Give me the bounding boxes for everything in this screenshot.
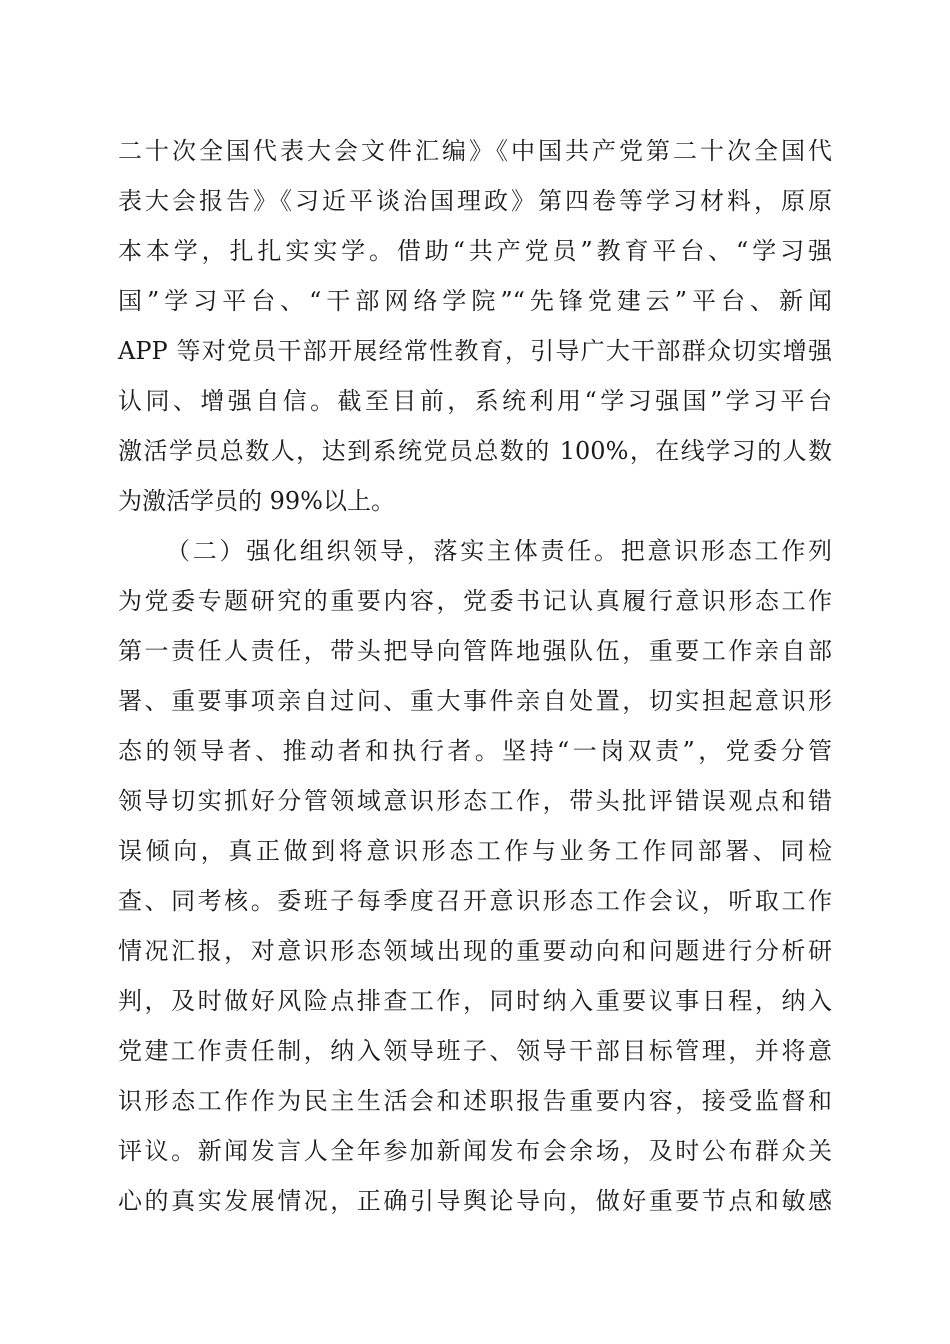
text-line: 认同、增强自信。截至目前，系统利用“学习强国”学习平台 — [118, 387, 832, 415]
text-line: 第一责任人责任，带头把导向管阵地强队伍，重要工作亲自部 — [118, 637, 832, 665]
text-line: APP 等对党员干部开展经常性教育，引导广大干部群众切实增强 — [118, 337, 832, 365]
text-line: 领导切实抓好分管领域意识形态工作，带头批评错误观点和错 — [118, 787, 832, 815]
text-line: 署、重要事项亲自过问、重大事件亲自处置，切实担起意识形 — [118, 687, 832, 715]
text-line: 激活学员总数人，达到系统党员总数的 100%，在线学习的人数 — [118, 437, 832, 465]
text-line: 态的领导者、推动者和执行者。坚持“一岗双责”，党委分管 — [118, 737, 832, 765]
document-body — [118, 126, 832, 1226]
text-line: 二十次全国代表大会文件汇编》《中国共产党第二十次全国代 — [118, 137, 832, 165]
paragraph-study-materials — [118, 126, 832, 526]
text-line: 本本学，扎扎实实学。借助“共产党员”教育平台、“学习强 — [118, 237, 832, 265]
text-line: 为党委专题研究的重要内容，党委书记认真履行意识形态工作 — [118, 587, 832, 615]
text-line: 心的真实发展情况，正确引导舆论导向，做好重要节点和敏感 — [118, 1187, 832, 1215]
text-line: 评议。新闻发言人全年参加新闻发布会余场，及时公布群众关 — [118, 1137, 832, 1165]
text-line: 识形态工作作为民主生活会和述职报告重要内容，接受监督和 — [118, 1087, 832, 1115]
text-line: 情况汇报，对意识形态领域出现的重要动向和问题进行分析研 — [118, 937, 832, 965]
text-line: 党建工作责任制，纳入领导班子、领导干部目标管理，并将意 — [118, 1037, 832, 1065]
text-line: 查、同考核。委班子每季度召开意识形态工作会议，听取工作 — [118, 887, 832, 915]
text-line: 为激活学员的 99%以上。 — [118, 487, 395, 515]
text-line: 判，及时做好风险点排查工作，同时纳入重要议事日程，纳入 — [118, 987, 832, 1015]
text-line: 国”学习平台、“干部网络学院”“先锋党建云”平台、新闻 — [118, 287, 832, 315]
text-line: 误倾向，真正做到将意识形态工作与业务工作同部署、同检 — [118, 837, 832, 865]
text-line-heading: （二）强化组织领导，落实主体责任。把意识形态工作列 — [166, 537, 832, 565]
text-line: 表大会报告》《习近平谈治国理政》第四卷等学习材料，原原 — [118, 187, 832, 215]
paragraph-organizational-leadership — [118, 526, 832, 1226]
